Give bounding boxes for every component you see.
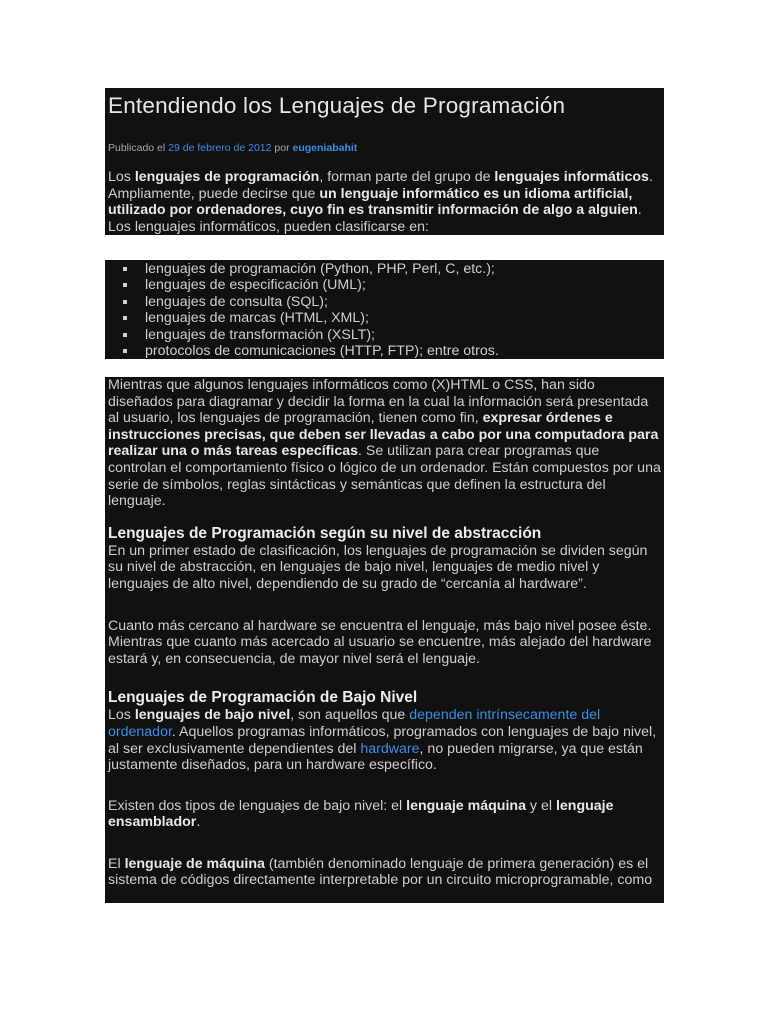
body-bold: lenguaje ensamblador	[108, 797, 614, 831]
intro-bold: lenguajes informáticos	[494, 169, 649, 185]
body-paragraph	[105, 856, 664, 889]
list-item: lenguajes de programación (Python, PHP, Perl, C, etc.);	[105, 261, 664, 277]
published-label: Publicado el	[108, 142, 166, 154]
list-item: lenguajes de marcas (HTML, XML);	[105, 310, 664, 326]
list-item: lenguajes de especificación (UML);	[105, 277, 664, 293]
intro-bold: un lenguaje informático es un idioma artificial, utilizado por ordenadores, cuyo fin es transmitir información de algo a alguien	[108, 185, 638, 219]
body-text: . Aquellos programas informáticos, programados con lenguajes de bajo nivel, al ser exclusivamente dependientes del	[108, 723, 657, 757]
language-types-list	[105, 260, 664, 359]
intro-paragraph	[105, 169, 664, 235]
body-text: , no pueden migrarse, ya que están justamente diseñados, para un hardware específico.	[108, 740, 643, 774]
list-item: protocolos de comunicaciones (HTTP, FTP); entre otros.	[105, 343, 664, 359]
article-title: Entendiendo los Lenguajes de Programación	[108, 93, 566, 118]
post-date-link[interactable]: 29 de febrero de 2012	[168, 142, 272, 154]
body-text: Mientras que algunos lenguajes informáticos como (X)HTML o CSS, han sido diseñados para diagramar y decidir la forma en la cual la información será presentada al usuario, los lenguajes de programación, tienen como fin,	[108, 377, 649, 427]
body-text: , son aquellos que	[290, 707, 410, 724]
intro-bold: lenguajes de programación	[134, 169, 320, 185]
section-heading-low-level: Lenguajes de Programación de Bajo Nivel	[108, 689, 418, 707]
body-paragraph: En un primer estado de clasificación, los lenguajes de programación se dividen según su nivel de abstracción, en lenguajes de bajo nivel, lenguajes de medio nivel y lenguajes de alto nivel, dependiendo de su grado de “cercanía al hardware”.	[108, 542, 648, 592]
intro-text: . Los lenguajes informáticos, pueden clasificarse en:	[108, 202, 642, 235]
body-bold: lenguajes de bajo nivel	[134, 707, 291, 724]
post-meta	[108, 141, 661, 155]
body-text: Los	[108, 707, 135, 724]
body-text: . Se utilizan para crear programas que controlan el comportamiento físico o lógico de un ordenador. Están compuestos por una serie de símbolos, reglas sintácticas y semánticas que definen la estructura del lenguaje.	[108, 443, 661, 510]
body-bold: lenguaje máquina	[406, 797, 526, 814]
body-paragraph	[105, 377, 664, 510]
body-paragraph: Cuanto más cercano al hardware se encuentra el lenguaje, más bajo nivel posee éste. Mientras que cuanto más acercado al usuario se encuentre, más alejado del hardware estará y, en consecuencia, de mayor nivel será el lenguaje.	[108, 617, 652, 667]
article-body-block	[105, 377, 664, 903]
body-text: Existen dos tipos de lenguajes de bajo nivel: el	[108, 797, 407, 814]
body-paragraph	[105, 707, 664, 773]
hardware-dependence-link[interactable]: dependen intrínsecamente del ordenador	[108, 707, 601, 740]
language-types-block	[105, 260, 664, 359]
body-text: El	[108, 855, 125, 872]
author-link[interactable]	[293, 142, 358, 154]
intro-text: . Ampliamente, puede decirse que	[108, 169, 653, 202]
body-text: (también denominado lenguaje de primera generación) es el sistema de códigos directamente interpretable por un circuito microprogramable, como	[108, 855, 653, 889]
intro-text: Los	[108, 169, 135, 185]
body-bold: lenguaje de máquina	[124, 855, 265, 872]
body-paragraph	[105, 798, 664, 831]
list-item: lenguajes de consulta (SQL);	[105, 294, 664, 310]
body-text: y el	[525, 797, 556, 814]
by-label: por	[274, 142, 290, 154]
article-header-block	[105, 88, 664, 235]
body-text: .	[196, 814, 201, 831]
section-heading-abstraction: Lenguajes de Programación según su nivel de abstracción	[108, 524, 542, 542]
author-name: eugeniabahit	[292, 142, 358, 154]
hardware-link[interactable]: hardware	[360, 740, 420, 757]
intro-text: , forman parte del grupo de	[319, 169, 495, 185]
list-item: lenguajes de transformación (XSLT);	[105, 327, 664, 343]
body-bold: expresar órdenes e instrucciones precisas, que deben ser llevadas a cabo por una computadora para realizar una o más tareas específicas	[108, 410, 659, 460]
